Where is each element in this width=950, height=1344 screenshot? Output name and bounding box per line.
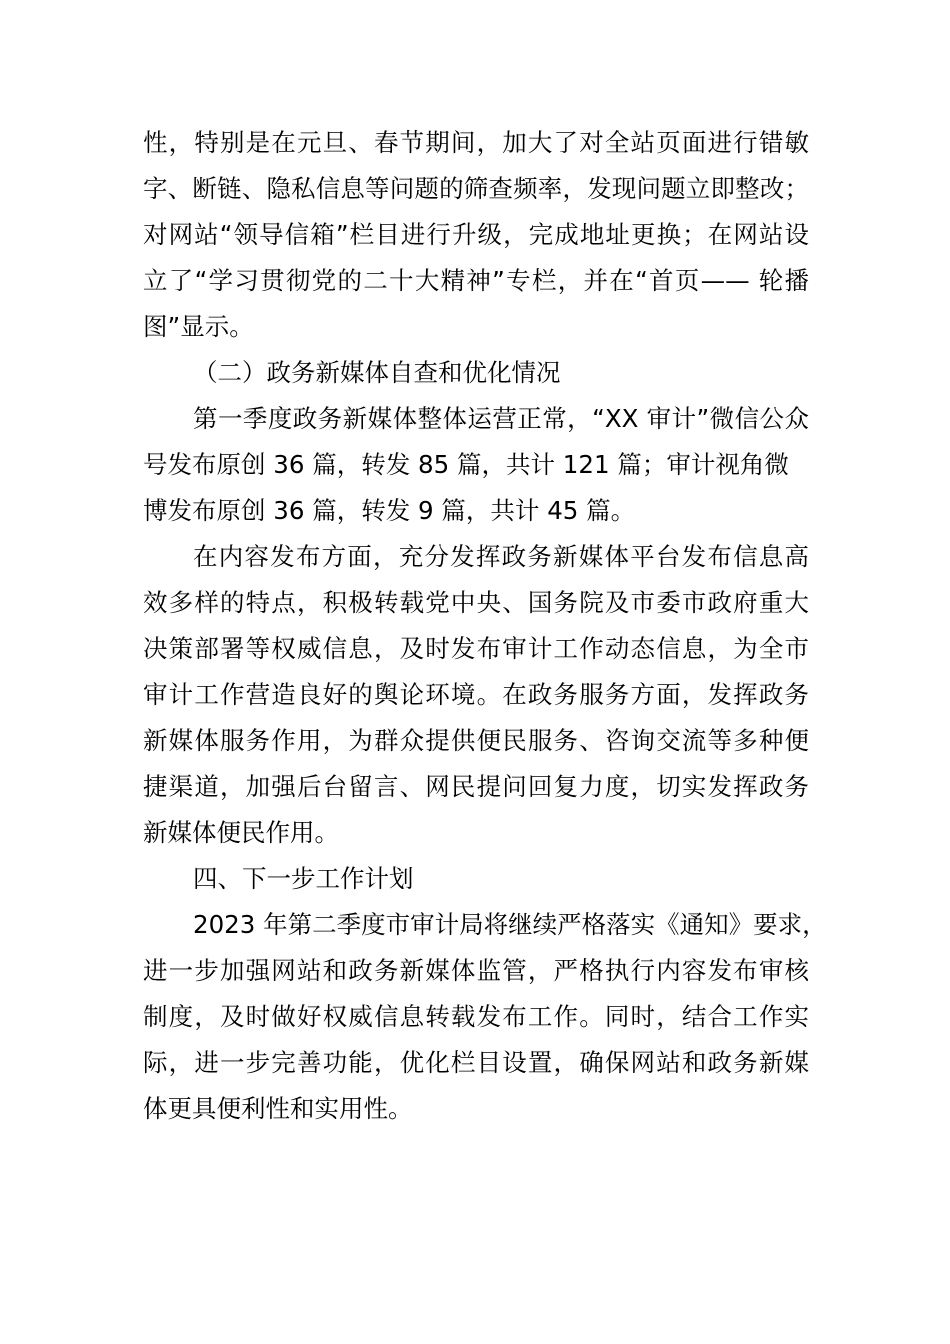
paragraph-line: 新媒体服务作用，为群众提供便民服务、咨询交流等多种便 xyxy=(143,726,809,755)
paragraph-line: 审计工作营造良好的舆论环境。在政务服务方面，发挥政务 xyxy=(143,680,809,709)
paragraph-line: 决策部署等权威信息，及时发布审计工作动态信息，为全市 xyxy=(143,634,809,663)
paragraph-line: 博发布原创 36 篇，转发 9 篇，共计 45 篇。 xyxy=(143,496,636,525)
paragraph-line: 图”显示。 xyxy=(143,312,254,341)
paragraph-line: 捷渠道，加强后台留言、网民提问回复力度，切实发挥政务 xyxy=(143,772,809,801)
document-body xyxy=(143,120,827,1132)
paragraph-line: 第一季度政务新媒体整体运营正常，“XX 审计”微信公众 xyxy=(193,404,809,433)
paragraph-line: 际，进一步完善功能，优化栏目设置，确保网站和政务新媒 xyxy=(143,1048,809,1077)
paragraph-line: 效多样的特点，积极转载党中央、国务院及市委市政府重大 xyxy=(143,588,809,617)
paragraph-line: 在内容发布方面，充分发挥政务新媒体平台发布信息高 xyxy=(193,542,809,571)
paragraph-line: 体更具便利性和实用性。 xyxy=(143,1094,413,1123)
paragraph-line: 字、断链、隐私信息等问题的筛查频率，发现问题立即整改； xyxy=(143,174,809,203)
paragraph-line: 号发布原创 36 篇，转发 85 篇，共计 121 篇；审计视角微 xyxy=(143,450,789,479)
paragraph-line: 制度，及时做好权威信息转载发布工作。同时，结合工作实 xyxy=(143,1002,809,1031)
section-heading: （二）政务新媒体自查和优化情况 xyxy=(193,358,561,387)
paragraph-line: 立了“学习贯彻党的二十大精神”专栏，并在“首页—— 轮播 xyxy=(143,266,809,295)
paragraph-line: 进一步加强网站和政务新媒体监管，严格执行内容发布审核 xyxy=(143,956,809,985)
paragraph-line: 2023 年第二季度市审计局将继续严格落实《通知》要求， xyxy=(193,910,827,939)
paragraph-line: 对网站“领导信箱”栏目进行升级，完成地址更换；在网站设 xyxy=(143,220,809,249)
paragraph-line: 新媒体便民作用。 xyxy=(143,818,339,847)
section-heading: 四、下一步工作计划 xyxy=(193,864,414,893)
paragraph-line: 性，特别是在元旦、春节期间，加大了对全站页面进行错敏 xyxy=(143,128,809,157)
